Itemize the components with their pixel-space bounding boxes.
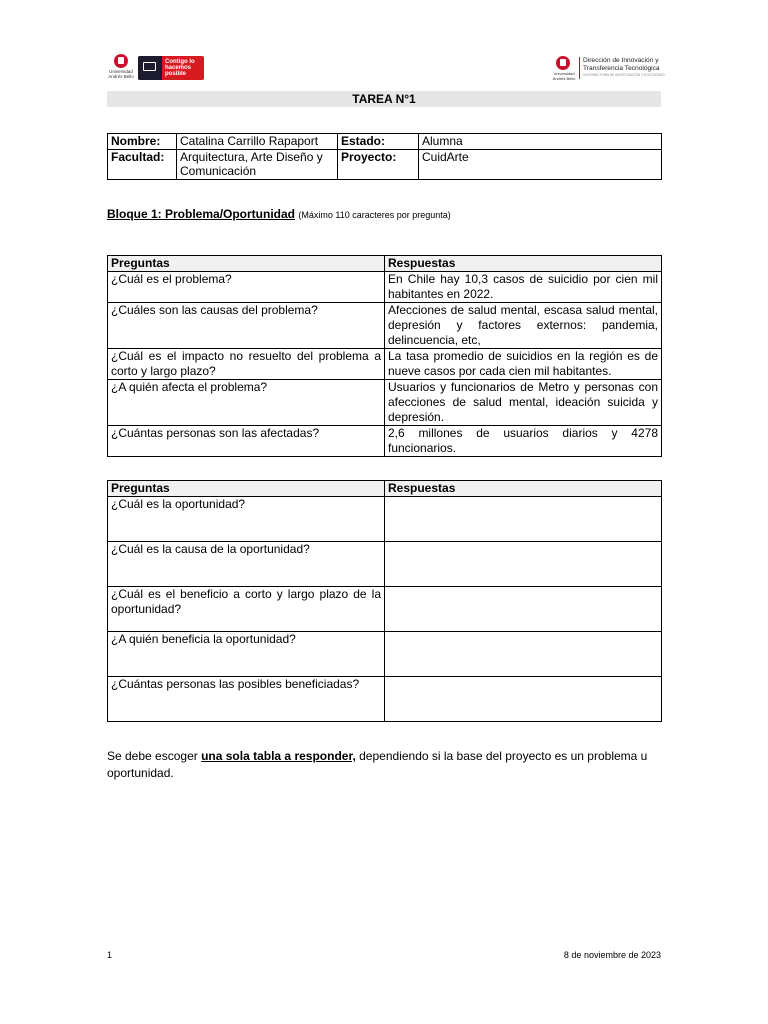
table-row — [108, 349, 662, 380]
innovation-directorate-title: Dirección de Innovación y Transferencia Tecnológica — [583, 57, 660, 72]
instruction-before: Se debe escoger — [107, 749, 202, 763]
question-cell: ¿A quién afecta el problema? — [108, 380, 385, 426]
table-row — [108, 542, 662, 587]
answer-cell[interactable] — [385, 632, 662, 677]
answer-cell[interactable] — [385, 677, 662, 722]
problem-table — [107, 255, 662, 457]
answer-cell: La tasa promedio de suicidios en la región es de nueve casos por cada cien mil habitantes. — [385, 349, 662, 380]
estado-value: Alumna — [419, 134, 662, 150]
document-title: TAREA N°1 — [107, 91, 661, 107]
unab-seal-icon — [556, 56, 570, 70]
estado-label: Estado: — [338, 134, 419, 150]
footer-date: 8 de noviembre de 2023 — [563, 950, 661, 960]
table-header-row — [108, 481, 662, 497]
question-cell: ¿Cuál es el problema? — [108, 272, 385, 303]
logo-divider — [579, 57, 580, 79]
table-row — [108, 426, 662, 457]
contigo-badge — [138, 56, 204, 80]
unab-contigo-logo — [106, 54, 216, 82]
question-cell: ¿Cuál es el beneficio a corto y largo plazo de la oportunidad? — [108, 587, 385, 632]
nombre-label: Nombre: — [108, 134, 177, 150]
unab-logo-text: Universidad Andrés Bello — [108, 69, 134, 79]
table-row — [108, 632, 662, 677]
instruction-after: dependiendo si la base del proyecto es un problema u oportunidad. — [107, 749, 648, 780]
answer-cell: 2,6 millones de usuarios diarios y 4278 funcionarios. — [385, 426, 662, 457]
question-cell: ¿Cuántas personas son las afectadas? — [108, 426, 385, 457]
question-cell: ¿Cuál es la oportunidad? — [108, 497, 385, 542]
column-header-answers: Respuestas — [385, 481, 662, 497]
table-row — [108, 587, 662, 632]
nombre-value: Catalina Carrillo Rapaport — [177, 134, 338, 150]
question-cell: ¿Cuáles son las causas del problema? — [108, 303, 385, 349]
innovation-directorate-logo — [552, 56, 664, 82]
answer-cell: En Chile hay 10,3 casos de suicidio por cien mil habitantes en 2022. — [385, 272, 662, 303]
answer-cell[interactable] — [385, 587, 662, 632]
innovation-directorate-subtitle: VICERRECTORÍA DE INVESTIGACIÓN Y DOCTORADO — [583, 73, 665, 77]
question-cell: ¿Cuál es la causa de la oportunidad? — [108, 542, 385, 587]
column-header-answers: Respuestas — [385, 256, 662, 272]
facultad-label: Facultad: — [108, 149, 177, 179]
contigo-badge-text: Contigo lo hacemos posible — [165, 59, 195, 77]
block-note: (Máximo 110 caracteres por pregunta) — [298, 210, 451, 220]
unab-seal-icon — [114, 54, 128, 68]
unab-logo-text: Universidad Andrés Bello — [552, 71, 576, 81]
answer-cell: Afecciones de salud mental, escasa salud mental, depresión y factores externos: pandemia, delincuencia, etc, — [385, 303, 662, 349]
page-number: 1 — [107, 950, 113, 960]
facultad-value: Arquitectura, Arte Diseño y Comunicación — [177, 149, 338, 179]
answer-cell[interactable] — [385, 542, 662, 587]
answer-cell[interactable] — [385, 497, 662, 542]
table-row — [108, 497, 662, 542]
table-row — [108, 272, 662, 303]
screen-icon — [138, 56, 162, 80]
table-row — [108, 149, 662, 179]
unab-logo — [106, 54, 136, 82]
instruction-emphasis: una sola tabla a responder, — [201, 749, 356, 763]
table-row — [108, 677, 662, 722]
column-header-questions: Preguntas — [108, 481, 385, 497]
table-row — [108, 303, 662, 349]
block-heading — [107, 207, 451, 221]
opportunity-table — [107, 480, 662, 722]
column-header-questions: Preguntas — [108, 256, 385, 272]
table-row — [108, 380, 662, 426]
question-cell: ¿A quién beneficia la oportunidad? — [108, 632, 385, 677]
question-cell: ¿Cuántas personas las posibles beneficiadas? — [108, 677, 385, 722]
table-header-row — [108, 256, 662, 272]
proyecto-value: CuidArte — [419, 149, 662, 179]
answer-cell: Usuarios y funcionarios de Metro y personas con afecciones de salud mental, ideación suicida y depresión. — [385, 380, 662, 426]
student-info-table — [107, 133, 662, 180]
table-row — [108, 134, 662, 150]
proyecto-label: Proyecto: — [338, 149, 419, 179]
instruction-text — [107, 748, 663, 782]
question-cell: ¿Cuál es el impacto no resuelto del problema a corto y largo plazo? — [108, 349, 385, 380]
block-title: Bloque 1: Problema/Oportunidad — [107, 207, 296, 221]
